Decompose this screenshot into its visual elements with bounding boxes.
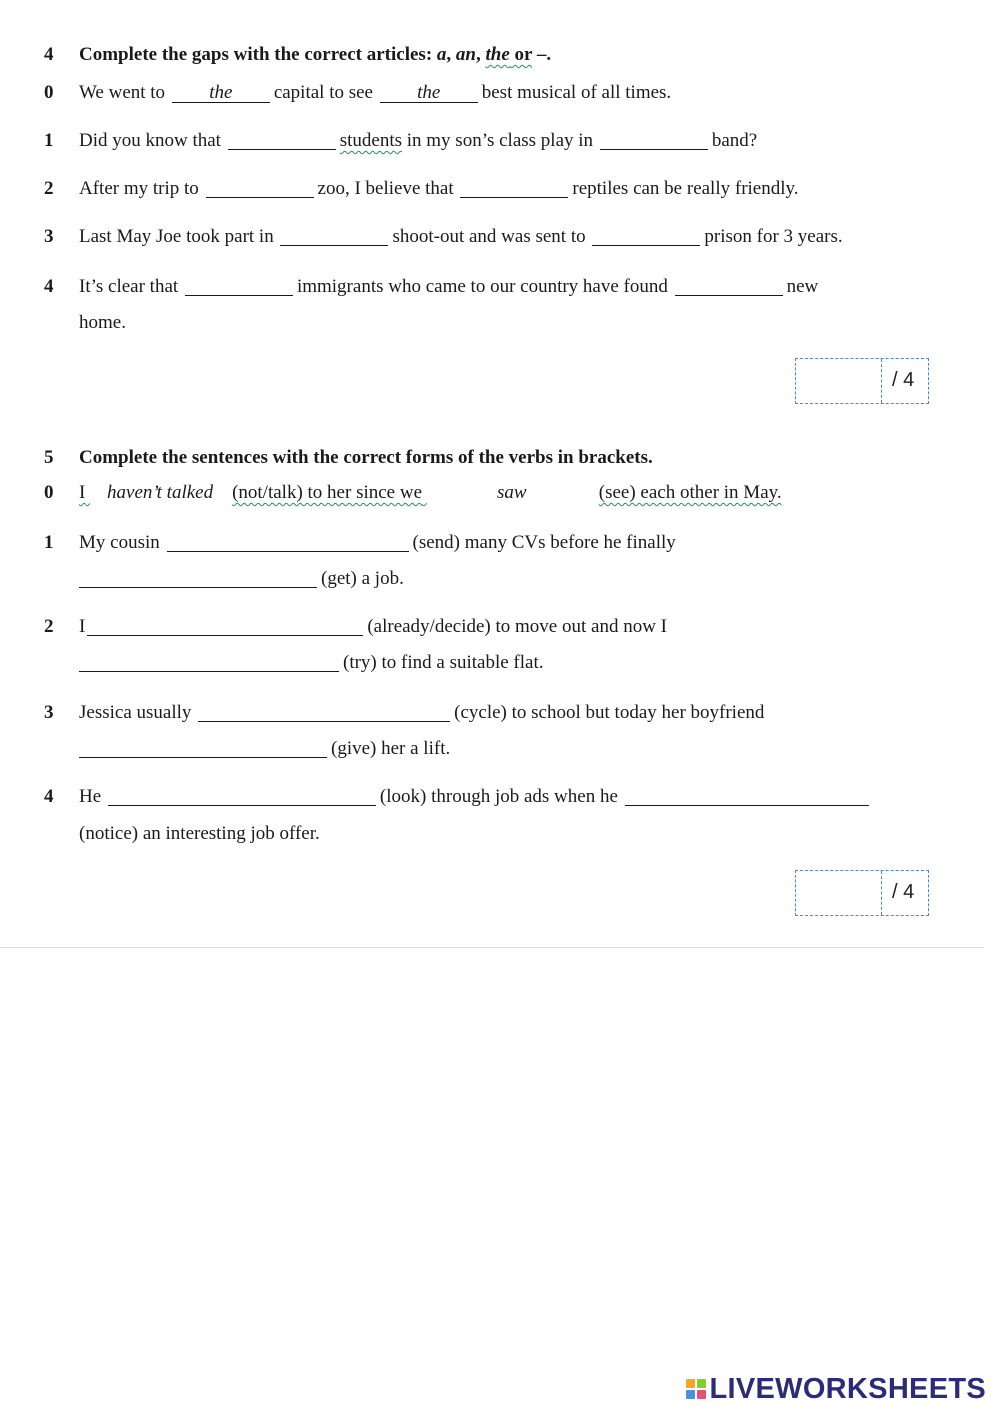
verb-sentence-2: I (already/decide) to move out and now I — [79, 616, 667, 637]
verb-gap-input[interactable] — [79, 571, 317, 588]
article-sentence-3: Last May Joe took part in shoot-out and was sent to prison for 3 years. — [79, 226, 843, 247]
item-number: 2 — [44, 616, 54, 637]
verb-sentence-1: My cousin (send) many CVs before he finally — [79, 532, 676, 553]
article-gap-input[interactable] — [228, 133, 336, 150]
article-sentence-4: It’s clear that immigrants who came to our country have found new — [79, 276, 819, 297]
verb-sentence-3-continuation: (give) her a lift. — [79, 738, 450, 760]
verb-sentence-2-continuation: (try) to find a suitable flat. — [79, 652, 544, 674]
section-4-number: 4 — [44, 44, 54, 65]
brand-name: LIVEWORKSHEETS — [709, 1372, 986, 1405]
section-4-instruction: Complete the gaps with the correct articles: a, an, the or –. — [79, 44, 552, 65]
verb-gap-input[interactable] — [167, 535, 409, 552]
verb-gap-input[interactable] — [79, 655, 339, 672]
item-number: 2 — [44, 178, 54, 199]
verb-gap-input[interactable] — [79, 741, 327, 758]
verb-sentence-4: He (look) through job ads when he — [79, 786, 873, 808]
article-sentence-4-continuation: home. — [79, 312, 126, 333]
item-number: 4 — [44, 276, 54, 297]
example-sentence: I haven’t talked (not/talk) to her since we saw (see) each other in May. — [79, 482, 782, 503]
article-gap-input[interactable] — [206, 181, 314, 198]
article-gap-input[interactable] — [592, 229, 700, 246]
article-gap-input[interactable] — [675, 279, 783, 296]
example-answer: haven’t talked — [107, 482, 214, 503]
example-answer: the — [172, 84, 270, 103]
example-sentence: We went to the capital to see the best musical of all times. — [79, 82, 672, 103]
score-input[interactable] — [796, 871, 882, 915]
section-5-instruction: Complete the sentences with the correct forms of the verbs in brackets. — [79, 447, 653, 468]
item-number: 3 — [44, 226, 54, 247]
verb-gap-input[interactable] — [108, 789, 376, 806]
example-answer: the — [380, 84, 478, 103]
page-divider — [0, 947, 984, 948]
article-gap-input[interactable] — [185, 279, 293, 296]
brand-watermark — [686, 1372, 987, 1406]
verb-gap-input[interactable] — [198, 705, 450, 722]
liveworksheets-logo-icon — [686, 1379, 706, 1399]
article-gap-input[interactable] — [280, 229, 388, 246]
item-number: 3 — [44, 702, 54, 723]
score-box-section-4 — [795, 358, 929, 404]
verb-sentence-4-continuation: (notice) an interesting job offer. — [79, 823, 320, 844]
item-number: 0 — [44, 482, 54, 503]
article-gap-input[interactable] — [460, 181, 568, 198]
item-number: 1 — [44, 532, 54, 553]
verb-gap-input[interactable] — [625, 789, 869, 806]
example-answer: saw — [496, 482, 527, 503]
verb-sentence-3: Jessica usually (cycle) to school but today her boyfriend — [79, 702, 765, 723]
item-number: 0 — [44, 82, 54, 103]
article-sentence-2: After my trip to zoo, I believe that reptiles can be really friendly. — [79, 178, 799, 199]
score-input[interactable] — [796, 359, 882, 403]
score-box-section-5 — [795, 870, 929, 916]
score-total: / 4 — [892, 881, 915, 903]
item-number: 4 — [44, 786, 54, 807]
article-gap-input[interactable] — [600, 133, 708, 150]
verb-gap-input[interactable] — [87, 619, 363, 636]
section-5-number: 5 — [44, 447, 54, 468]
verb-sentence-1-continuation: (get) a job. — [79, 568, 404, 590]
item-number: 1 — [44, 130, 54, 151]
score-total: / 4 — [892, 369, 915, 391]
article-sentence-1: Did you know that students in my son’s class play in band? — [79, 130, 758, 151]
